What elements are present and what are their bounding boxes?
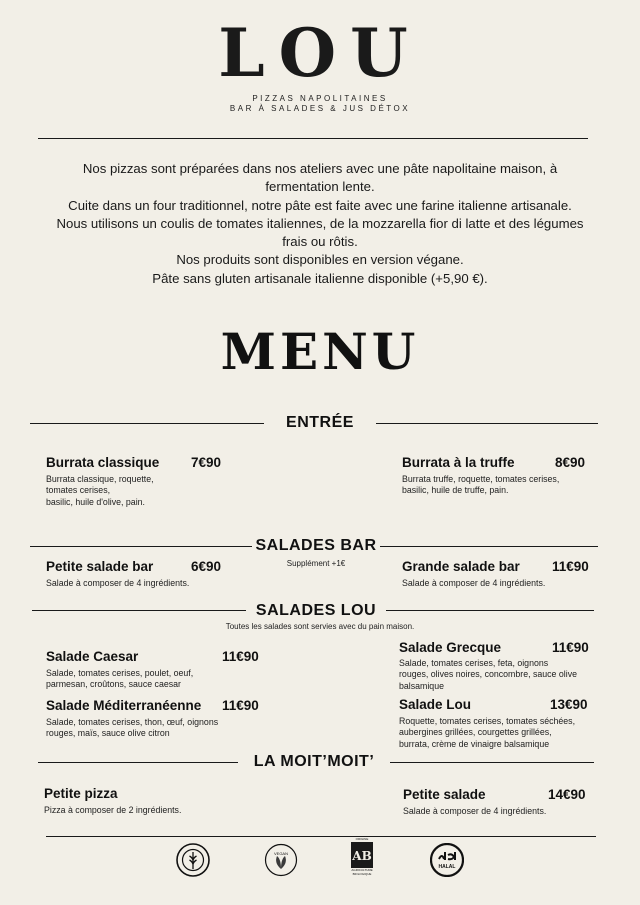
intro-line: Nous utilisons un coulis de tomates italiennes, de la mozzarella fior di latte et des légumes bbox=[56, 215, 584, 231]
divider bbox=[38, 762, 238, 763]
brand-tagline-2: BAR À SALADES & JUS DÉTOX bbox=[229, 104, 411, 113]
divider bbox=[376, 423, 598, 424]
item-price: 11€90 bbox=[552, 640, 589, 655]
halal-icon bbox=[430, 843, 464, 877]
ab-caption: AGRICULTURE BIOLOGIQUE bbox=[351, 868, 373, 876]
gluten-free-icon bbox=[176, 843, 210, 877]
item-name: Salade Lou bbox=[399, 697, 472, 712]
desc-line: Salade, tomates cerises, feta, oignons bbox=[399, 658, 549, 668]
item-price: 14€90 bbox=[548, 787, 586, 802]
intro-line: Cuite dans un four traditionnel, notre pâte est faite avec une farine italienne artisanale. bbox=[68, 197, 572, 213]
desc-line: Salade à composer de 4 ingrédients. bbox=[403, 806, 547, 816]
item-name: Burrata classique bbox=[46, 455, 160, 470]
item-price: 11€90 bbox=[222, 649, 259, 664]
item-name: Salade Méditerranéenne bbox=[46, 698, 202, 713]
desc-line: Salade, tomates cerises, thon, œuf, oignons bbox=[46, 717, 219, 727]
item-name: Salade Caesar bbox=[46, 649, 139, 664]
halal-label: HALAL bbox=[438, 864, 456, 870]
divider bbox=[32, 610, 246, 611]
desc-line: balsamique bbox=[399, 680, 444, 691]
desc-line: parmesan, croûtons, sauce caesar bbox=[46, 679, 181, 690]
divider bbox=[390, 762, 594, 763]
item-price: 8€90 bbox=[555, 455, 586, 470]
vegan-label: VEGAN bbox=[273, 851, 288, 856]
intro-line: Nos produits sont disponibles en version végane. bbox=[176, 252, 464, 268]
section-title-salades-bar: SALADES BAR bbox=[255, 537, 377, 554]
desc-line: Pizza à composer de 2 ingrédients. bbox=[44, 805, 182, 815]
item-name: Salade Grecque bbox=[399, 640, 502, 655]
item-description bbox=[46, 668, 266, 691]
desc-line: basilic, huile de truffe, pain. bbox=[402, 485, 509, 496]
desc-line: Burrata classique, roquette, bbox=[46, 474, 154, 484]
intro-line: Pâte sans gluten artisanale italienne disponible (+5,90 €). bbox=[152, 270, 488, 286]
intro-line: Nos pizzas sont préparées dans nos ateliers avec une pâte napolitaine maison, à bbox=[82, 161, 558, 176]
desc-line: basilic, huile d'olive, pain. bbox=[46, 496, 145, 507]
intro-line: frais ou rôtis. bbox=[282, 234, 358, 250]
item-description bbox=[399, 716, 614, 750]
divider bbox=[46, 836, 596, 837]
divider bbox=[386, 610, 594, 611]
item-name: Petite salade bbox=[403, 787, 486, 802]
item-price: 13€90 bbox=[550, 697, 588, 712]
item-name: Petite salade bar bbox=[46, 559, 154, 574]
item-name: Petite pizza bbox=[44, 786, 118, 801]
item-description bbox=[402, 578, 545, 589]
desc-line: tomates cerises, bbox=[46, 485, 111, 496]
item-price: 11€90 bbox=[552, 559, 589, 574]
desc-line: Salade, tomates cerises, poulet, oeuf, bbox=[46, 668, 194, 678]
item-description bbox=[399, 658, 614, 692]
menu-title: MENU bbox=[220, 322, 420, 381]
section-title-entree: ENTRÉE bbox=[286, 414, 354, 431]
ab-top-label: ORIGINE bbox=[355, 837, 369, 841]
brand-tagline-1: PIZZAS NAPOLITAINES bbox=[252, 94, 388, 103]
item-description bbox=[46, 578, 189, 589]
item-description bbox=[44, 805, 181, 816]
item-description bbox=[403, 806, 546, 817]
divider bbox=[30, 423, 264, 424]
organic-ab-icon bbox=[351, 842, 373, 878]
intro-line: fermentation lente. bbox=[265, 179, 375, 195]
divider bbox=[380, 546, 598, 547]
desc-line: Salade à composer de 4 ingrédients. bbox=[46, 578, 190, 588]
item-description bbox=[46, 474, 266, 508]
section-note: Supplément +1€ bbox=[286, 559, 346, 568]
desc-line: Roquette, tomates cerises, tomates séchées, bbox=[399, 716, 576, 726]
intro-text bbox=[30, 160, 610, 288]
desc-line: rouges, olives noires, concombre, sauce olive bbox=[399, 669, 577, 680]
section-note: Toutes les salades sont servies avec du pain maison. bbox=[225, 622, 415, 631]
desc-line: rouges, maïs, sauce olive citron bbox=[46, 728, 170, 739]
desc-line: Salade à composer de 4 ingrédients. bbox=[402, 578, 546, 588]
desc-line: aubergines grillées, courgettes grillées, bbox=[399, 727, 552, 738]
ab-mark: AB bbox=[351, 842, 373, 868]
item-name: Burrata à la truffe bbox=[402, 455, 515, 470]
section-title-salades-lou: SALADES LOU bbox=[255, 602, 377, 619]
item-description bbox=[402, 474, 612, 497]
desc-line: burrata, crème de vinaigre balsamique bbox=[399, 738, 550, 749]
item-name: Grande salade bar bbox=[402, 559, 520, 574]
item-description bbox=[46, 717, 266, 740]
vegan-icon bbox=[264, 843, 298, 877]
item-price: 7€90 bbox=[191, 455, 222, 470]
divider bbox=[30, 546, 252, 547]
item-price: 6€90 bbox=[191, 559, 222, 574]
item-price: 11€90 bbox=[222, 698, 259, 713]
brand-logo: LOU bbox=[218, 14, 422, 92]
section-title-moit-moit: LA MOIT’MOIT’ bbox=[253, 753, 375, 770]
desc-line: Burrata truffe, roquette, tomates cerises, bbox=[402, 474, 560, 484]
divider bbox=[38, 138, 588, 139]
